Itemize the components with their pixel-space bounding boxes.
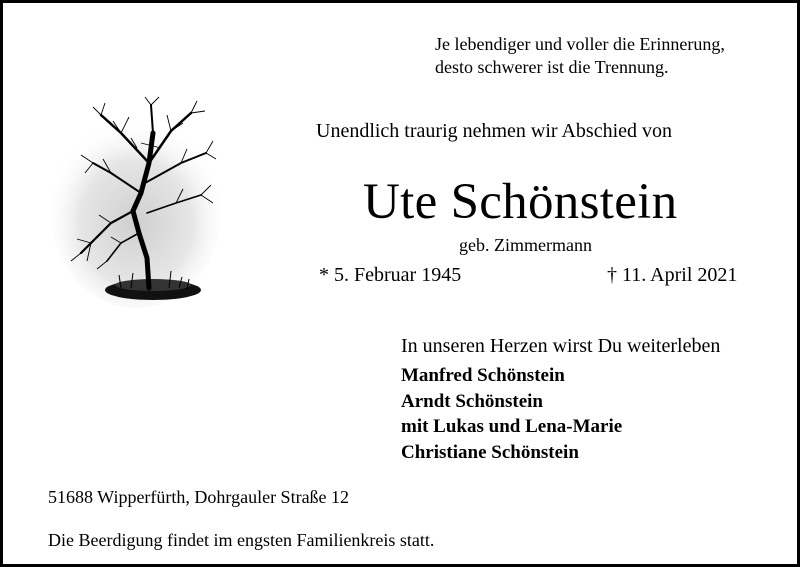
mourner-name: Manfred Schönstein xyxy=(401,365,565,386)
memorial-quote xyxy=(435,33,725,79)
quote-line-1: Je lebendiger und voller die Erinnerung, xyxy=(435,34,725,54)
remembrance-verse: In unseren Herzen wirst Du weiterleben xyxy=(401,335,721,357)
funeral-note: Die Beerdigung findet im engsten Familienkreis statt. xyxy=(48,530,435,550)
family-address: 51688 Wipperfürth, Dohrgauler Straße 12 xyxy=(48,487,350,507)
bare-tree-icon xyxy=(41,93,221,308)
death-date: † 11. April 2021 xyxy=(607,264,738,286)
mourner-name: Arndt Schönstein xyxy=(401,390,543,412)
birth-date: * 5. Februar 1945 xyxy=(319,264,462,286)
mourner-name: Christiane Schönstein xyxy=(401,441,579,463)
mourner-name: mit Lukas und Lena-Marie xyxy=(401,416,623,437)
maiden-name: geb. Zimmermann xyxy=(459,235,592,255)
mourners-list xyxy=(401,363,622,465)
intro-text: Unendlich traurig nehmen wir Abschied von xyxy=(316,120,673,142)
quote-line-2: desto schwerer ist die Trennung. xyxy=(435,57,669,77)
deceased-name: Ute Schönstein xyxy=(363,174,678,230)
